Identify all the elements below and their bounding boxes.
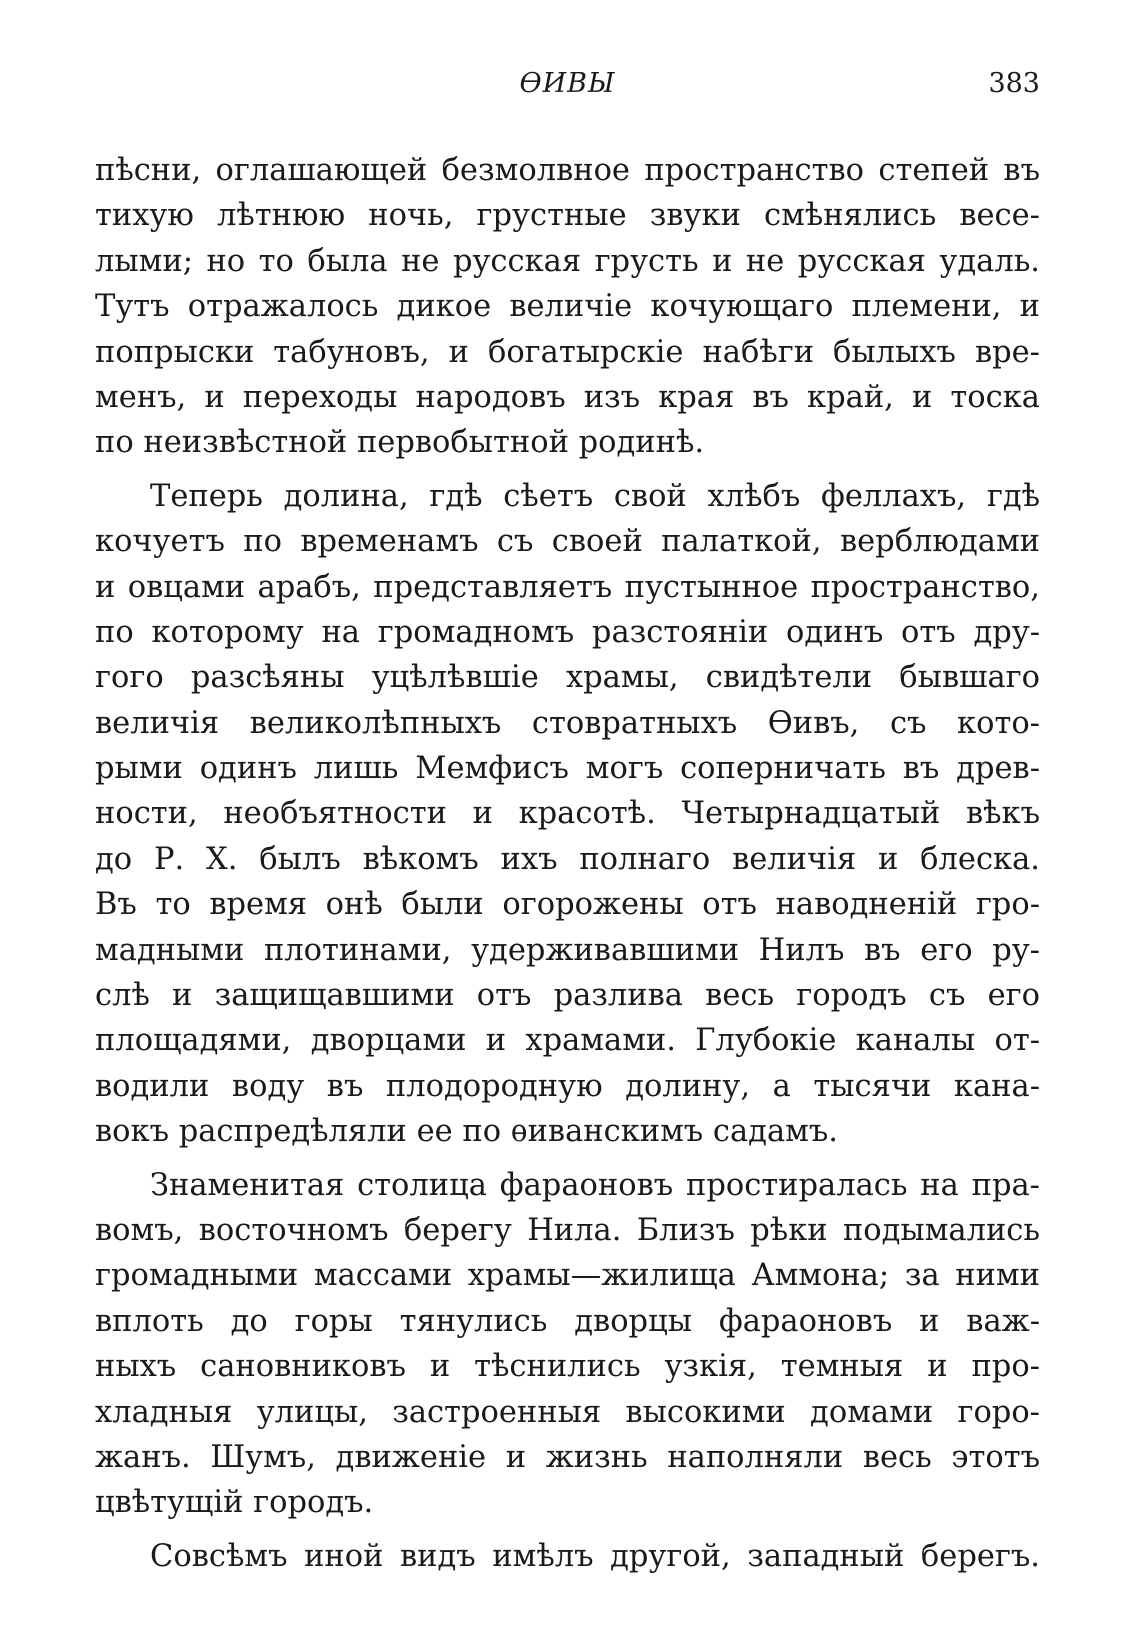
text-line: Въ то время онѣ были огорожены отъ наводненій гро-: [95, 887, 1040, 923]
text-line: тихую лѣтнюю ночь, грустные звуки смѣнялись весе-: [95, 198, 1040, 234]
paragraph-4: [95, 1534, 1040, 1579]
text-line: лыми; но то была не русская грусть и не русская удаль.: [95, 243, 1040, 279]
text-line: и овцами арабъ, представляетъ пустынное пространство,: [95, 569, 1040, 605]
text-line: Знаменитая столица фараоновъ простиралась на пра-: [150, 1167, 1040, 1203]
body-text: [95, 148, 1040, 1579]
text-line: попрыски табуновъ, и богатырскіе набѣги былыхъ вре-: [95, 334, 1040, 370]
text-line: величія великолѣпныхъ стовратныхъ Ѳивъ, съ кото-: [95, 705, 1040, 741]
text-line: менъ, и переходы народовъ изъ края въ край, и тоска: [95, 379, 1040, 415]
text-line: вокъ распредѣляли ее по ѳиванскимъ садамъ.: [95, 1114, 838, 1150]
text-line: слѣ и защищавшими отъ разлива весь городъ съ его: [95, 978, 1040, 1014]
text-line: громадными массами храмы—жилища Аммона; за ними: [95, 1258, 1040, 1294]
text-line: вплоть до горы тянулись дворцы фараоновъ и важ-: [95, 1303, 1040, 1339]
text-line: жанъ. Шумъ, движеніе и жизнь наполняли весь этотъ: [95, 1439, 1040, 1475]
paragraph-3: [95, 1163, 1040, 1526]
page-header: [95, 68, 1040, 108]
paragraph-1: [95, 148, 1040, 466]
text-line: пѣсни, оглашающей безмолвное пространство степей въ: [95, 153, 1040, 188]
text-line: вомъ, восточномъ берегу Нила. Близъ рѣки подымались: [95, 1212, 1040, 1248]
page-number: 383: [988, 68, 1040, 99]
text-line: ныхъ сановниковъ и тѣснились узкія, темныя и про-: [95, 1349, 1040, 1385]
text-line: гого разсѣяны уцѣлѣвшіе храмы, свидѣтели бывшаго: [95, 660, 1040, 696]
text-line: площадями, дворцами и храмами. Глубокіе каналы от-: [95, 1023, 1040, 1059]
text-line: Тутъ отражалось дикое величіе кочующаго племени, и: [95, 289, 1040, 325]
text-line: цвѣтущій городъ.: [95, 1485, 374, 1521]
text-line: по которому на громадномъ разстояніи одинъ отъ дру-: [95, 614, 1040, 650]
text-line: кочуетъ по временамъ съ своей палаткой, верблюдами: [95, 524, 1040, 560]
running-title: ѲИВЫ: [519, 68, 616, 99]
text-line: рыми одинъ лишь Мемфисъ могъ соперничать въ древ-: [95, 751, 1040, 787]
paragraph-2: [95, 474, 1040, 1155]
text-line: по неизвѣстной первобытной родинѣ.: [95, 425, 705, 461]
text-line: до Р. Х. былъ вѣкомъ ихъ полнаго величія и блеска.: [95, 841, 1040, 877]
text-line: Совсѣмъ иной видъ имѣлъ другой, западный берегъ.: [150, 1538, 1040, 1574]
text-line: хладныя улицы, застроенныя высокими домами горо-: [95, 1394, 1040, 1430]
text-line: мадными плотинами, удерживавшими Нилъ въ его ру-: [95, 932, 1040, 968]
text-line: Теперь долина, гдѣ сѣетъ свой хлѣбъ феллахъ, гдѣ: [150, 478, 1040, 514]
text-line: водили воду въ плодородную долину, а тысячи кана-: [95, 1068, 1040, 1104]
text-line: ности, необъятности и красотѣ. Четырнадцатый вѣкъ: [95, 796, 1040, 832]
